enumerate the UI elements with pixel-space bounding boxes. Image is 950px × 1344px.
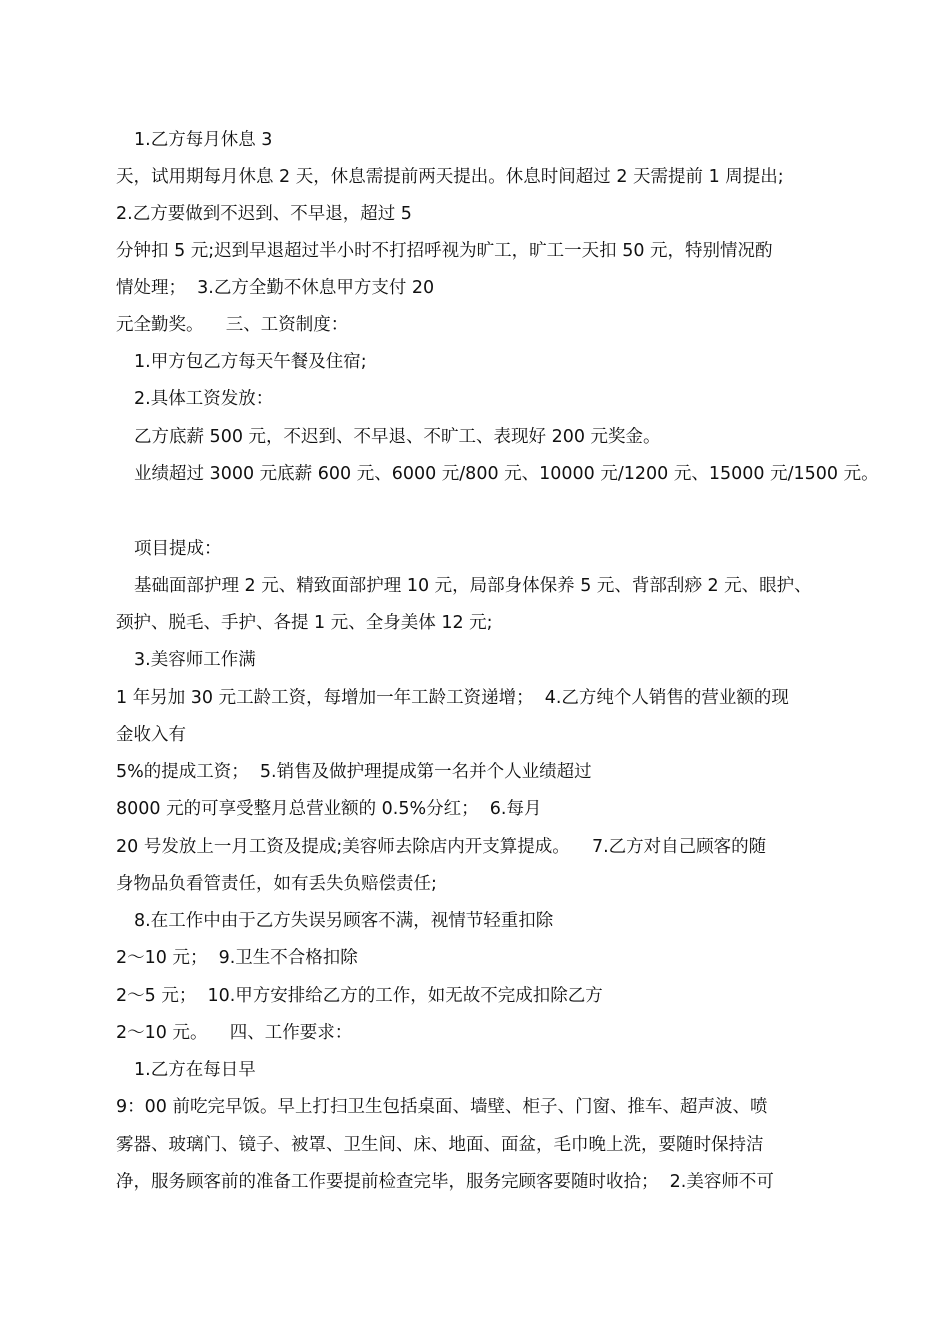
text-line: 1.乙方每月休息 3: [134, 130, 273, 150]
text-line: 3.美容师工作满: [134, 650, 256, 670]
section-heading: 项目提成：: [134, 539, 222, 559]
text-line: 1 年另加 30 元工龄工资，每增加一年工龄工资递增； 4.乙方纯个人销售的营业额的现: [116, 688, 789, 708]
text-line: 情处理； 3.乙方全勤不休息甲方支付 20: [116, 278, 435, 298]
text-line: 2.乙方要做到不迟到、不早退，超过 5: [116, 204, 412, 224]
text-line: 乙方底薪 500 元，不迟到、不早退、不旷工、表现好 200 元奖金。: [134, 427, 661, 447]
text-line: 9：00 前吃完早饭。早上打扫卫生包括桌面、墙壁、柜子、门窗、推车、超声波、喷: [116, 1097, 768, 1117]
text-line: 2.具体工资发放：: [134, 389, 274, 409]
text-line: 业绩超过 3000 元底薪 600 元、6000 元/800 元、10000 元/1200 元、15000 元/1500 元。: [134, 464, 879, 484]
text-line: 1.甲方包乙方每天午餐及住宿;: [134, 352, 367, 372]
text-line: 20 号发放上一月工资及提成;美容师去除店内开支算提成。 7.乙方对自己顾客的随: [116, 837, 767, 857]
text-line: 1.乙方在每日早: [134, 1060, 256, 1080]
text-line: 5%的提成工资； 5.销售及做护理提成第一名并个人业绩超过: [116, 762, 592, 782]
text-line: 分钟扣 5 元;迟到早退超过半小时不打招呼视为旷工，旷工一天扣 50 元，特别情况酌: [116, 241, 773, 261]
text-line: 雾器、玻璃门、镜子、被罩、卫生间、床、地面、面盆，毛巾晚上洗，要随时保持洁: [116, 1135, 764, 1155]
text-line: 8.在工作中由于乙方失误另顾客不满，视情节轻重扣除: [134, 911, 554, 931]
text-line: 金收入有: [116, 725, 186, 745]
text-line: 天，试用期每月休息 2 天，休息需提前两天提出。休息时间超过 2 天需提前 1 周提出;: [116, 167, 784, 187]
text-line: 元全勤奖。 三、工资制度：: [116, 315, 349, 335]
text-line: 颈护、脱毛、手护、各提 1 元、全身美体 12 元;: [116, 613, 493, 633]
text-line: 2～5 元； 10.甲方安排给乙方的工作，如无故不完成扣除乙方: [116, 986, 603, 1006]
text-line: 基础面部护理 2 元、精致面部护理 10 元，局部身体保养 5 元、背部刮痧 2 元、眼护、: [134, 576, 812, 596]
text-line: 2～10 元。 四、工作要求：: [116, 1023, 353, 1043]
text-line: 身物品负看管责任，如有丢失负赔偿责任;: [116, 874, 437, 894]
text-line: 净，服务顾客前的准备工作要提前检查完毕，服务完顾客要随时收拾； 2.美容师不可: [116, 1172, 774, 1192]
text-line: 8000 元的可享受整月总营业额的 0.5%分红； 6.每月: [116, 799, 542, 819]
text-line: 2～10 元； 9.卫生不合格扣除: [116, 948, 358, 968]
